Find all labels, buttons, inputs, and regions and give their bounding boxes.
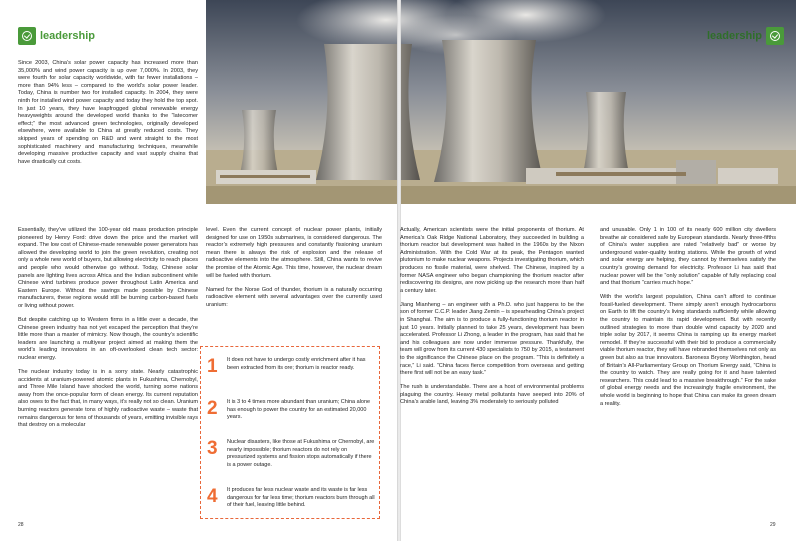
paragraph: With the world’s largest population, China can’t afford to continue fossil-fueled development. There simply aren’t enough hydrocarbons on Earth to lift the country’s living standards sufficiently while allowing the country to maintain its rapid development. But with recently outlined strategies to more than double wind capacity by 2020 and triple solar by 2017, it seems China is ramping up its energy market remodel. If they’re successful with their bid to produce a commercially viable thorium reactor, they will have rebranded themselves not only as green but also as true innovators. Baroness Bryony Worthington, head of Britain’s All-Parliamentary Group on Thorium Energy said, “China is the country to watch. They are really going for it and have talented researchers. This could lead to a massive breakthrough.” For the sake of global energy needs and the increasingly fragile environment, the whole world is beginning to hope that China can make its green dream a reality. [600, 294, 776, 407]
advantage-number: 1 [207, 356, 218, 377]
column-1 [18, 227, 198, 436]
advantage-item [207, 399, 377, 422]
paragraph: Jiang Mianheng – an engineer with a Ph.D. who just happens to be the son of former C.C.P. leader Jiang Zemin – is spearheading China’s project in Shanghai. The aim is to produce a fully-functioning thorium reactor in just 10 years. Initially planned to take 25 years, development has been accelerated. Professor Li Zhong, a leader in the program, has said that he and his colleagues are now under immense pressure. Thankfully, the team will grow from its current 430 specialists to 750 by 2015, a testament to the significance the Chinese place on the program. “This is definitely a race,” Li said. “China faces fierce competition from overseas and getting there first will not be an easy task.” [400, 301, 584, 377]
thorium-advantages-box [200, 346, 380, 519]
advantage-item [207, 357, 377, 376]
advantage-text: It produces far less nuclear waste and its waste is far less dangerous for far less time; thorium reactors burn through all of their fuel, leaving little behind. [227, 487, 375, 508]
advantage-number: 4 [207, 486, 218, 507]
advantage-item [207, 439, 377, 469]
paragraph: Since 2003, China’s solar power capacity has increased more than 35,000% and wind power capacity is up over 7,000%. In 2003, they were fourth for solar capacity worldwide, with far fewer installations – more than 94% less – compared to the world’s solar power leader. Today, China is number two for installed capacity. In 2004, they were ninth for installed wind power capacity and today they hold the top spot. In just 10 years, they have leapfrogged global renewable energy heavyweights around the developed world thanks to the “latecomer effect;” the most advanced green technologies, originally developed elsewhere, were available to China at greatly reduced costs. They skipped years of spending on R&D and went straight to the most sophisticated machinery and manufacturing techniques, meanwhile developing massive productive capacity and vast supply chains that have drastically cut costs. [18, 60, 198, 165]
paragraph: The rush is understandable. There are a host of environmental problems plaguing the country. Heavy metal pollutants have seeped into 20% of China’s arable land, leaving 3% moderately to seriously polluted [400, 384, 584, 406]
column-2 [206, 227, 382, 316]
advantage-number: 3 [207, 438, 218, 459]
advantage-text: It does not have to undergo costly enrichment after it has been extracted from its ore; thorium is reactor ready. [227, 357, 366, 371]
section-header-right [707, 26, 784, 46]
advantage-text: It is 3 to 4 times more abundant than uranium; China alone has enough to power the country for an estimated 20,000 years. [227, 399, 371, 420]
page-number-left: 28 [18, 522, 24, 528]
advantage-item [207, 487, 377, 510]
section-header-left [18, 26, 95, 46]
paragraph: and unusable. Only 1 in 100 of its nearly 600 million city dwellers breathe air considered safe by European standards. Nearly three-fifths of China’s water supplies are rated “relatively bad” or worse by underground water-quality testing stations. While the growth of wind and solar energy are helping, they cannot by themselves satisfy the country’s growing demand for electricity. Professor Li has said that nuclear power will be the “only solution” capable of fully replacing coal and that thorium “carries much hope.” [600, 227, 776, 287]
intro-paragraph [18, 60, 198, 173]
paragraph: Essentially, they’ve utilized the 100-year old mass production principle pioneered by Henry Ford: drive down the price and the market will expand. The low cost of Chinese-made renewable power generators has allowed the developing world to join the green revolution, creating not only a whole new world of buyers, but allowing electricity to reach places and people who would otherwise go without. Today, Chinese solar panels are lighting lives across Africa and the Indian subcontinent while Chinese wind turbines produce power throughout Latin America and Eastern Europe. Without the savings made possible by Chinese manufacturers, these regions would still be burning carbon-based fuels or living without power. [18, 227, 198, 309]
paragraph: level. Even the current concept of nuclear power plants, initially designed for use on 1950s submarines, is considered dangerous. The reactor’s extremely high pressures and constantly fissioning uranium mean there is always the risk of explosion and the release of radioactive elements into the atmosphere. Still, China wants to revive the promise of the Atomic Age. This time, however, the nuclear dream will be fueled with thorium. [206, 227, 382, 279]
section-title-right: leadership [707, 30, 763, 42]
leaf-check-icon [18, 27, 36, 45]
advantage-number: 2 [207, 398, 218, 419]
advantage-text: Nuclear disasters, like those at Fukushima or Chernobyl, are nearly impossible; thorium reactors do not rely on pressurized systems and fission stops automatically if there is a power outage. [227, 439, 375, 468]
leaf-check-icon [766, 27, 784, 45]
page-number-right: 29 [770, 522, 776, 528]
column-3 [400, 227, 584, 414]
paragraph: Named for the Norse God of thunder, thorium is a naturally occurring radioactive element with several advantages over the currently used uranium: [206, 286, 382, 308]
paragraph: Actually, American scientists were the initial proponents of thorium. At America’s Oak Ridge National Laboratory, they succeeded in building a thorium reactor but development was halted in the 1960s by the Nixon Administration. With the Cold War at its peak, the Pentagon wanted plutonium to make nuclear weapons. Projects investigating thorium, which produces no fissile material, were shelved. The Chinese, inspired by a former NASA engineer who began championing the thorium reactor after rediscovering its designs, are now picking up the research more than half a century later. [400, 227, 584, 294]
column-4 [600, 227, 776, 415]
paragraph: But despite catching up to Western firms in a little over a decade, the Chinese green industry has not yet escaped the perception that they’re little more than a master of mimicry. Now though, the country’s scientific leaders are launching a multiyear project aimed at making them the world’s leading innovators in an oft-overlooked clean tech sector: nuclear energy. [18, 317, 198, 361]
paragraph: The nuclear industry today is in a sorry state. Nearly catastrophic accidents at uranium-powered atomic plants in Fukushima, Chernobyl, and Three Mile Island have shocked the world, turning some nations away from the once-popular form of clean energy. Its current reputation also owes to the fact that, in many ways, it’s really not so clean. Uranium burning reactors generate tons of highly radioactive waste – waste that remains dangerous for tens of thousands of years, emitting invisible rays that destroy on a molecular [18, 369, 198, 429]
section-title: leadership [40, 30, 96, 42]
